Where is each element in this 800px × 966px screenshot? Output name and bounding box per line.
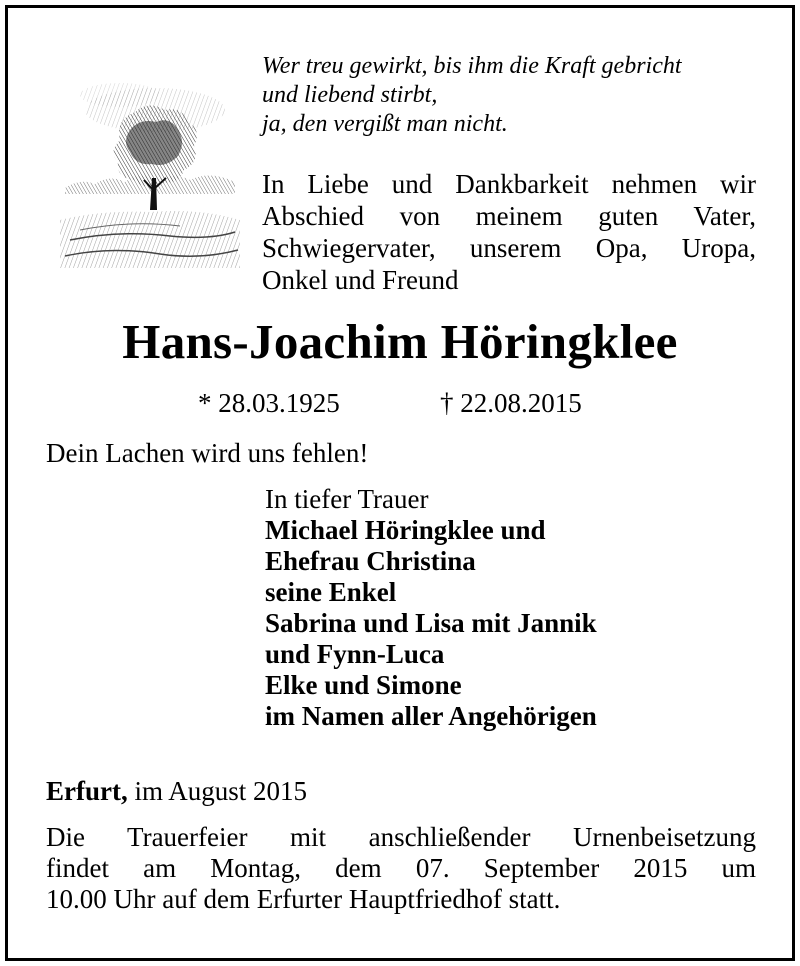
- intro-line: Schwiegervater, unserem Opa, Uropa,: [262, 233, 756, 263]
- poem-line: ja, den vergißt man nicht.: [262, 111, 508, 137]
- birth-date: * 28.03.1925: [198, 388, 340, 418]
- intro-line: In Liebe und Dankbarkeit nehmen wir: [262, 169, 756, 199]
- mourners-heading: In tiefer Trauer: [265, 484, 429, 514]
- service-line: Die Trauerfeier mit anschließender Urnenbeisetzung: [46, 822, 756, 852]
- place-month: im August 2015: [127, 776, 308, 806]
- place-date: [46, 774, 307, 808]
- place-city: Erfurt,: [46, 776, 128, 806]
- mourner-line: Michael Höringklee und: [265, 515, 546, 545]
- poem-verse: [262, 52, 682, 139]
- mourner-line: Elke und Simone: [265, 670, 462, 700]
- motto: Dein Lachen wird uns fehlen!: [46, 438, 369, 468]
- death-date: † 22.08.2015: [440, 388, 582, 418]
- service-line: 10.00 Uhr auf dem Erfurter Hauptfriedhof statt.: [46, 884, 561, 914]
- mourners-block: [265, 484, 597, 732]
- mourner-line: Sabrina und Lisa mit Jannik: [265, 608, 597, 638]
- tree-illustration: [60, 70, 240, 268]
- mourner-line: und Fynn-Luca: [265, 639, 445, 669]
- poem-line: Wer treu gewirkt, bis ihm die Kraft gebricht: [262, 53, 682, 79]
- mourner-line: Ehefrau Christina: [265, 546, 476, 576]
- mourner-line: im Namen aller Angehörigen: [265, 701, 597, 731]
- poem-line: und liebend stirbt,: [262, 82, 438, 108]
- deceased-name: Hans-Joachim Höringklee: [122, 314, 678, 369]
- service-line: findet am Montag, dem 07. September 2015 um: [46, 853, 756, 883]
- service-info: [46, 822, 756, 915]
- intro-line: Abschied von meinem guten Vater,: [262, 201, 756, 231]
- intro-text: [262, 168, 756, 296]
- intro-line: Onkel und Freund: [262, 265, 459, 295]
- mourner-line: seine Enkel: [265, 577, 397, 607]
